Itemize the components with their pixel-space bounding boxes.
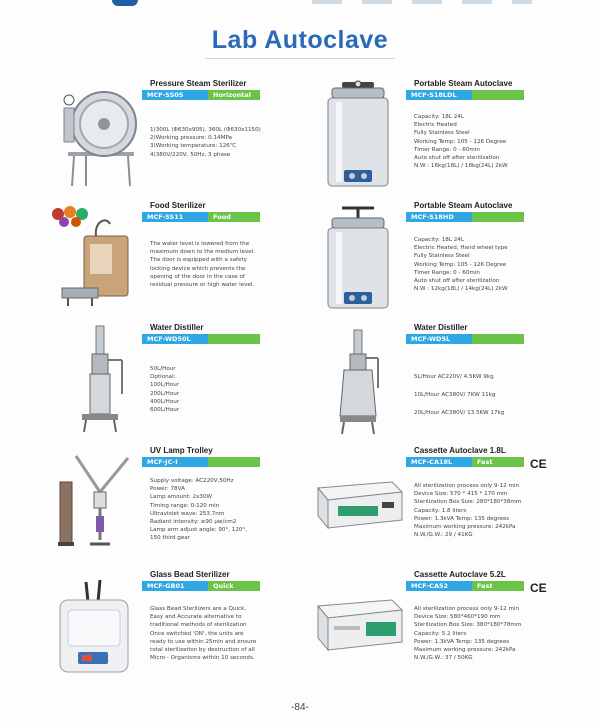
product-tag [472, 90, 524, 100]
food-sterilizer-image [50, 202, 140, 312]
product-description: Supply voltage: AC220V,50Hz Power: 78VA Lamp amount: 2x30W Timing range: 0-120 min Ultraviolet wave: 253.7nm Radiant intensity: ≥90 μw/cm2 Lamp arm adjust angle: 90°, 120°, 150 third gear [150, 478, 248, 542]
product-description: Capacity: 18L 24L Electric Heated, Hand wheel type Fully Stainless Steel Working Temp: 105 - 126 Degree Timer Range: 0 - 60min Auto shut off after sterilization N.W : 12kg(18L) / 14kg(24L) 2kW [414, 237, 508, 293]
product-name: Food Sterilizer [150, 201, 206, 210]
product-code-bar [406, 90, 524, 100]
product-description: The water level is lowered from the maximum down to the medium level. The door is equipped with a safety locking device which prevents the opening of the door in the case of residual pressure or high water level. [150, 241, 256, 289]
cassette-autoclave-5-2l-image [312, 596, 404, 662]
ce-mark: CE [530, 581, 547, 595]
product-description: All sterilization process only 9-12 min Device Size: 580*460*190 mm Sterilization Box Size: 380*180*78mm Capacity: 5.2 liters Power: 1.3kVA Temp: 135 degrees Maximum working pressure: 242kPa N.W./G.W.: 37 / 50KG [414, 606, 522, 662]
product-description: 1)300L (Φ630x905), 360L (Φ630x1150) 2)Working pressure: 0.14MPa 3)Working temperature: 126℃ 4)380V/220V, 50Hz, 3 phase [150, 127, 261, 158]
uv-lamp-trolley-image [56, 452, 136, 556]
product-tag: Quick [208, 581, 260, 591]
portable-steam-autoclave-image [318, 80, 398, 196]
product-code-bar [406, 334, 524, 344]
header-strip [0, 0, 600, 8]
product-tag: Horizontal [208, 90, 260, 100]
product-name: UV Lamp Trolley [150, 446, 213, 455]
water-distiller-large-image [72, 324, 128, 438]
page-number: -84- [291, 702, 309, 713]
pressure-steam-sterilizer-image [58, 82, 144, 194]
product-name: Water Distiller [414, 323, 468, 332]
product-code-bar [406, 212, 524, 222]
product-code-bar [142, 334, 260, 344]
glass-bead-sterilizer-image [56, 578, 132, 678]
product-tag: Food [208, 212, 260, 222]
product-tag [208, 457, 260, 467]
product-name: Glass Bead Sterilizer [150, 570, 230, 579]
product-code: MCF-WD50L [142, 334, 208, 344]
product-description: All sterilization process only 9-12 min Device Size: 570 * 415 * 170 mm Sterilization Box Size: 280*180*38mm Capacity: 1.8 liters Power: 1.3kVA Temp: 135 degrees Maximum working pressure: 242kPa N.W./G.W.: 29 / 41KG [414, 483, 522, 539]
product-name: Cassette Autoclave 5.2L [414, 570, 506, 579]
product-code: MCF-SS11 [142, 212, 208, 222]
portable-steam-autoclave-handwheel-image [318, 204, 398, 316]
product-code-bar [142, 457, 260, 467]
product-description: Glass Bead Sterilizers are a Quick, Easy and Accurate alternative to traditional methods of sterilization Once switched 'ON', the units are ready to use within 25min and ensure total sterilization by destruction of all Micro - Organisms within 10 seconds. [150, 606, 257, 662]
product-tag [472, 212, 524, 222]
product-code: MCF-SS05 [142, 90, 208, 100]
product-description: Capacity: 18L 24L Electric Heated Fully Stainless Steel Working Temp: 105 - 126 Degree Timer Range: 0 - 60min Auto shut off after sterilization N.W : 16kg(18L) / 18kg(24L) 2kW [414, 114, 508, 170]
product-tag: Fast [472, 581, 524, 591]
product-code: MCF-WD5L [406, 334, 472, 344]
water-distiller-small-image [334, 328, 382, 440]
product-code-bar [142, 90, 260, 100]
product-tag [472, 334, 524, 344]
product-name: Portable Steam Autoclave [414, 79, 513, 88]
cassette-autoclave-1-8l-image [312, 478, 404, 540]
product-code-bar [142, 581, 260, 591]
product-description: 5L/Hour AC220V/ 4.5KW 9kg 10L/Hour AC380V/ 7KW 11kg 20L/Hour AC380V/ 13.5KW 17kg [414, 374, 505, 416]
product-code: MCF-CA52 [406, 581, 472, 591]
product-name: Pressure Steam Sterilizer [150, 79, 247, 88]
product-code: MCF-S18HD [406, 212, 472, 222]
product-description: 50L/Hour Optional: 100L/Hour 200L/Hour 400L/Hour 600L/Hour [150, 366, 180, 414]
header-decoration [312, 0, 532, 4]
title-divider [205, 58, 395, 59]
product-code: MCF-JC-I [142, 457, 208, 467]
product-name: Portable Steam Autoclave [414, 201, 513, 210]
product-code: MCF-S18LDL [406, 90, 472, 100]
product-tag [208, 334, 260, 344]
product-name: Water Distiller [150, 323, 204, 332]
product-code: MCF-CA18L [406, 457, 472, 467]
product-code-bar [142, 212, 260, 222]
page-title: Lab Autoclave [211, 26, 389, 54]
product-code: MCF-GB01 [142, 581, 208, 591]
brand-logo-icon [112, 0, 138, 6]
product-name: Cassette Autoclave 1.8L [414, 446, 506, 455]
product-code-bar [406, 581, 524, 591]
product-tag: Fast [472, 457, 524, 467]
product-code-bar [406, 457, 524, 467]
ce-mark: CE [530, 457, 547, 471]
